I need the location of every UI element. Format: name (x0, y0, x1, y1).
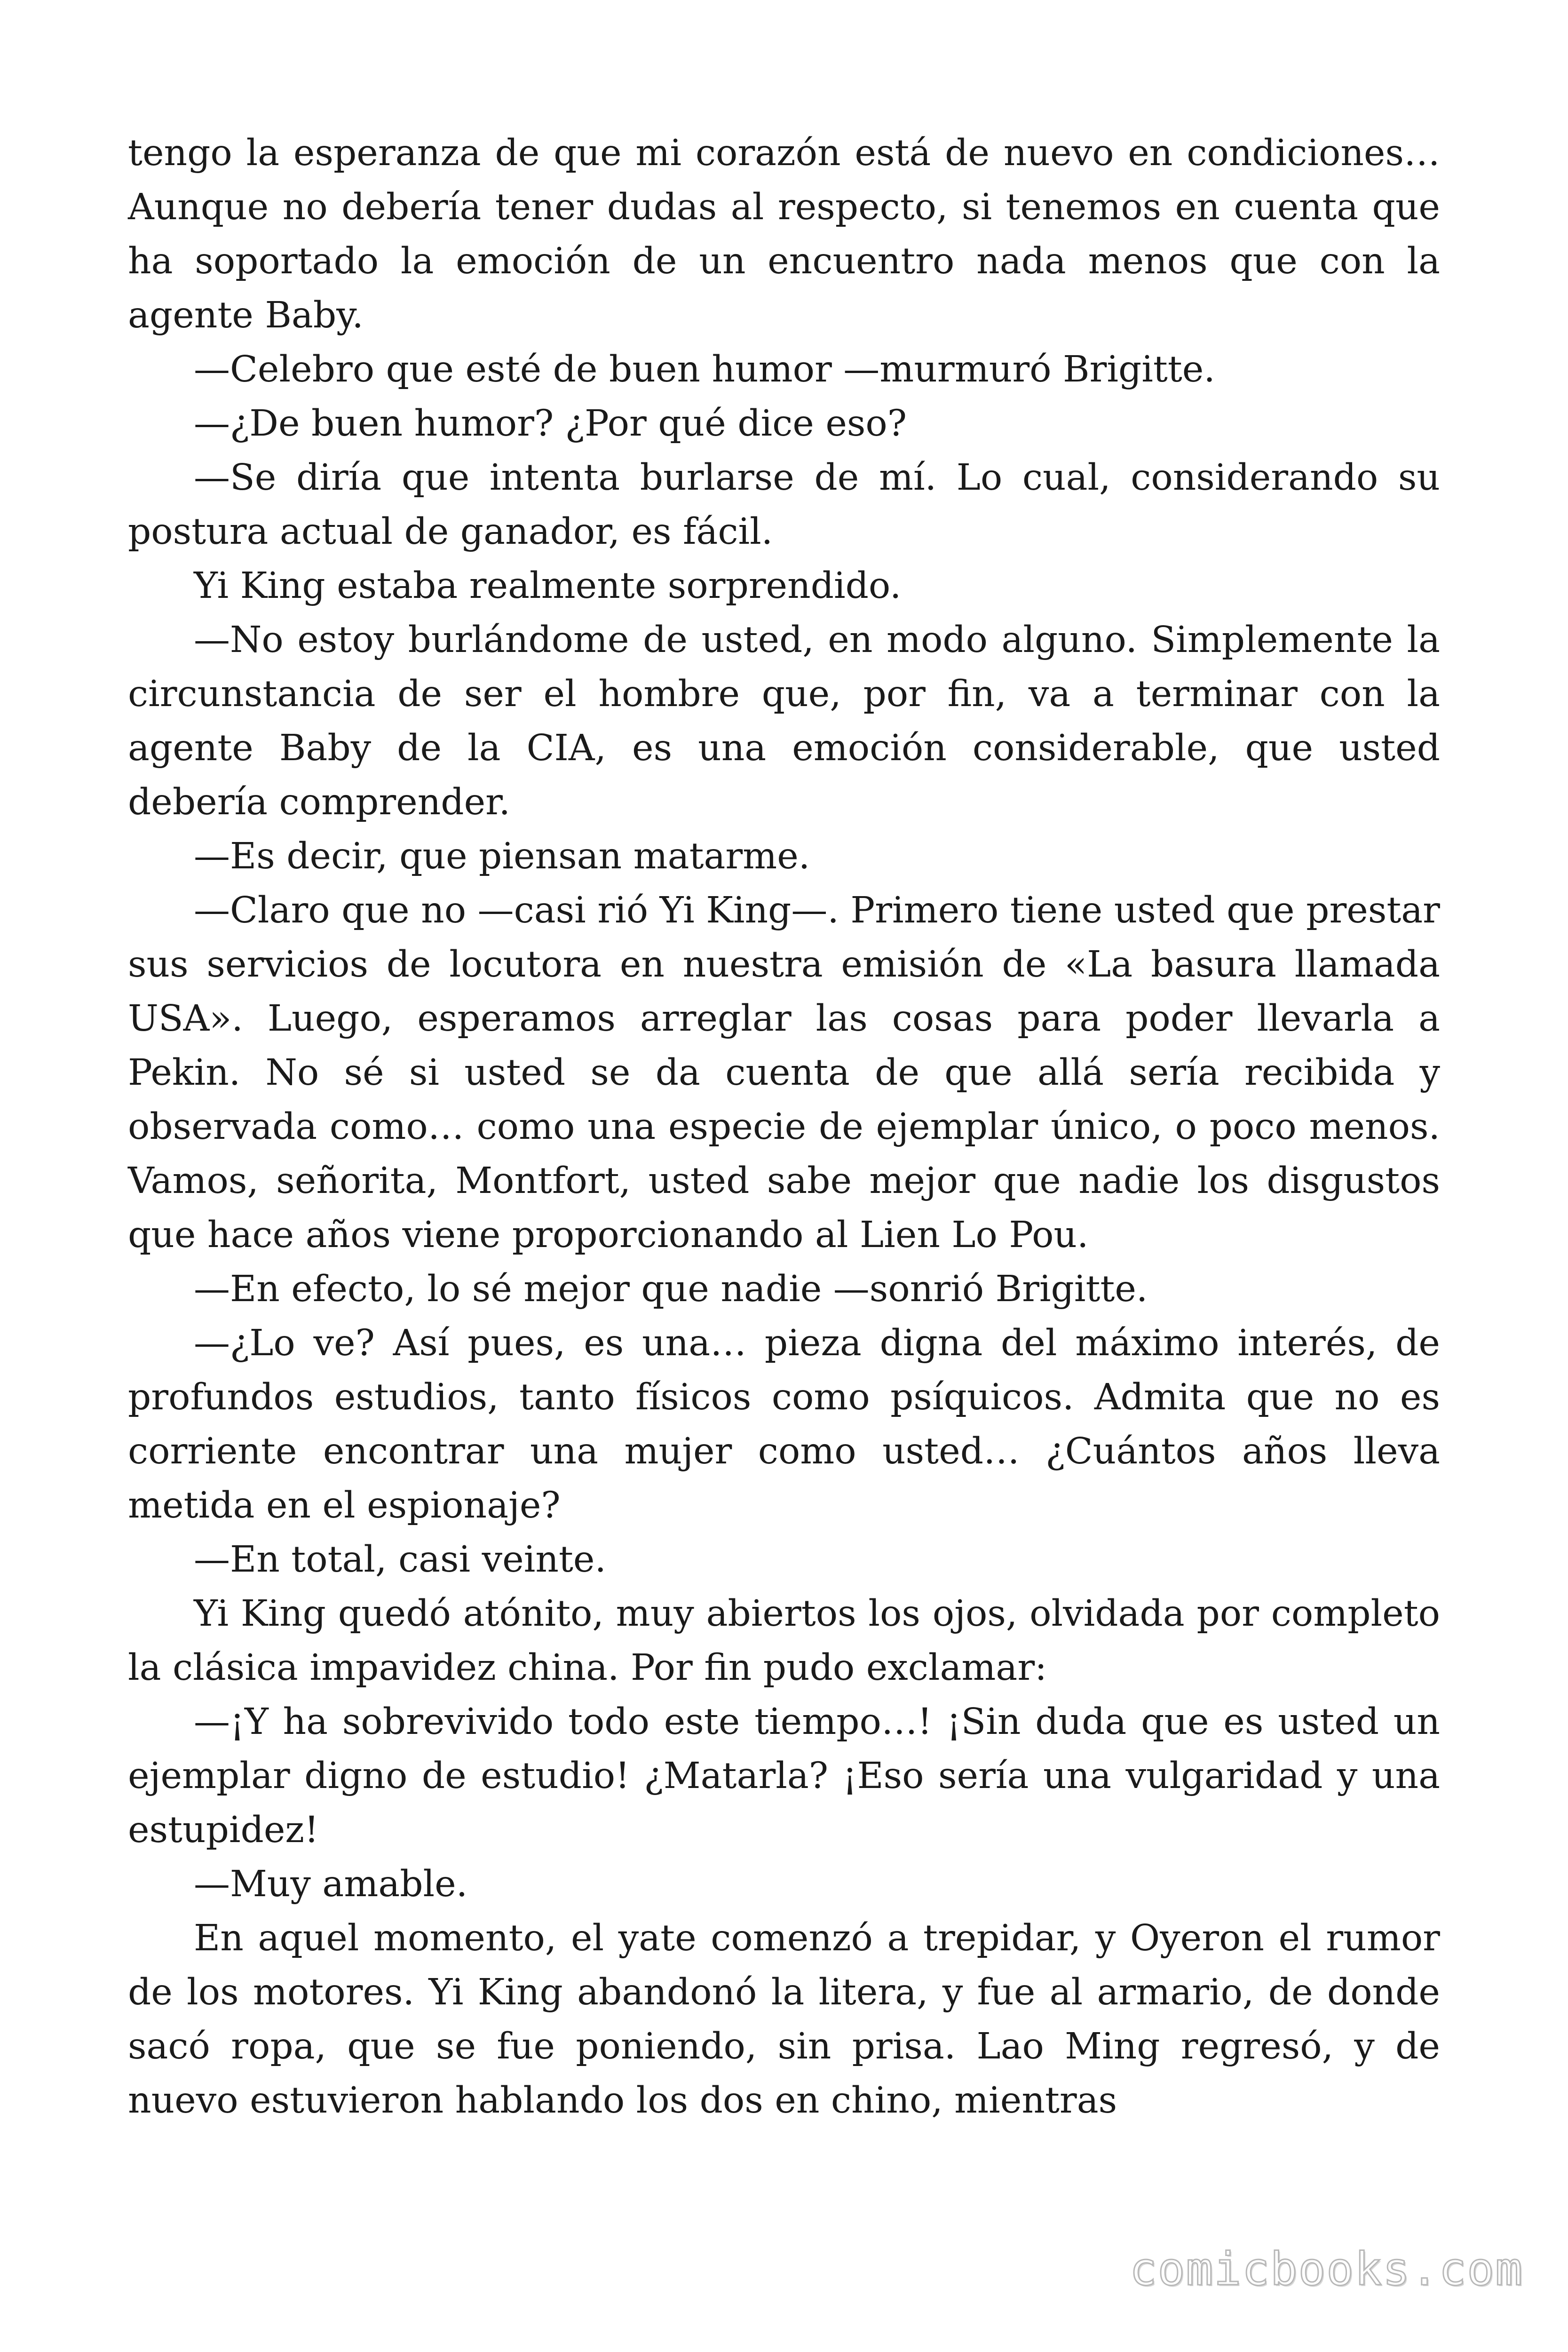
paragraph: —Es decir, que piensan matarme. (194, 835, 810, 877)
paragraph: —No estoy burlándome de usted, en modo alguno. Simplemente la circunstancia de ser el hombre que, por fin, va a terminar con la agente Baby de la CIA, es una emoción considerable, que usted debería comprender. (128, 619, 1440, 823)
paragraph: —Celebro que esté de buen humor —murmuró Brigitte. (194, 349, 1215, 390)
paragraph: Yi King estaba realmente sorprendido. (194, 565, 902, 607)
paragraph: —Se diría que intenta burlarse de mí. Lo cual, considerando su postura actual de ganador, es fácil. (128, 457, 1440, 553)
paragraph: —En efecto, lo sé mejor que nadie —sonrió Brigitte. (194, 1268, 1148, 1310)
watermark: comicbooks.com (1129, 2243, 1523, 2296)
paragraph: —¿De buen humor? ¿Por qué dice eso? (194, 403, 907, 445)
paragraph: En aquel momento, el yate comenzó a trepidar, y Oyeron el rumor de los motores. Yi King abandonó la litera, y fue al armario, de donde sacó ropa, que se fue poniendo, sin prisa. Lao Ming regresó, y de nuevo estuvieron hablando los dos en chino, mientras (128, 1917, 1440, 2122)
paragraph: —¡Y ha sobrevivido todo este tiempo…! ¡Sin duda que es usted un ejemplar digno de estudio! ¿Matarla? ¡Eso sería una vulgaridad y una estupidez! (128, 1701, 1440, 1851)
paragraph: —Claro que no —casi rió Yi King—. Primero tiene usted que prestar sus servicios de locutora en nuestra emisión de «La basura llamada USA». Luego, esperamos arreglar las cosas para poder llevarla a Pekin. No sé si usted se da cuenta de que allá sería recibida y observada como… como una especie de ejemplar único, o poco menos. Vamos, señorita, Montfort, usted sabe mejor que nadie los disgustos que hace años viene proporcionando al Lien Lo Pou. (128, 890, 1440, 1256)
paragraph: tengo la esperanza de que mi corazón está de nuevo en condiciones… Aunque no debería tener dudas al respecto, si tenemos en cuenta que ha soportado la emoción de un encuentro nada menos que con la agente Baby. (128, 132, 1440, 336)
paragraph: Yi King quedó atónito, muy abiertos los ojos, olvidada por completo la clásica impavidez china. Por fin pudo exclamar: (128, 1593, 1440, 1689)
paragraph: —En total, casi veinte. (194, 1539, 606, 1581)
paragraph: —Muy amable. (194, 1863, 468, 1905)
body-text (128, 126, 1440, 2128)
paragraph: —¿Lo ve? Así pues, es una… pieza digna del máximo interés, de profundos estudios, tanto físicos como psíquicos. Admita que no es corriente encontrar una mujer como usted… ¿Cuántos años lleva metida en el espionaje? (128, 1322, 1440, 1526)
